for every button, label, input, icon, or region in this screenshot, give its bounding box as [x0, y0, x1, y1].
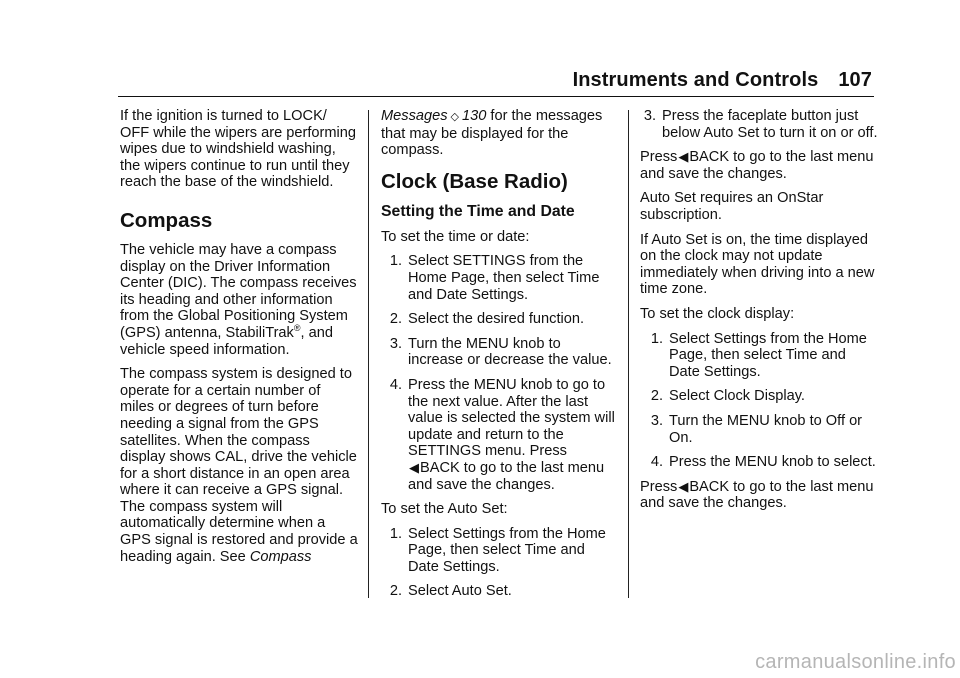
column-3: [640, 108, 878, 520]
time-date-intro: To set the time or date:: [381, 228, 530, 245]
list-item: 2. Select the desired function.: [389, 311, 585, 328]
compass-heading: Compass: [120, 208, 213, 232]
clock-display-steps: [640, 331, 878, 471]
page-number: 107: [838, 69, 872, 91]
list-item: 3. Turn the MENU knob to increase or decrease the value.: [389, 335, 612, 369]
back-instruction-1: Press◀BACK to go to the last menu and save the changes.: [640, 149, 874, 182]
column-2: [381, 108, 619, 608]
registered-mark: ®: [293, 323, 301, 334]
page-header: [573, 69, 872, 92]
clock-display-intro: To set the clock display:: [640, 305, 795, 322]
wipers-paragraph: If the ignition is turned to LOCK/ OFF while the wipers are performing wipes due to windshield washing, the wipers continue to run until they reach the base of the windshield.: [120, 108, 357, 191]
back-instruction-2: Press◀BACK to go to the last menu and save the changes.: [640, 478, 874, 512]
column-divider-2: [628, 110, 629, 598]
list-item: 4. Press the MENU knob to go to the next value. After the last value is selected the system will update and return to the SETTINGS menu. Press ◀BACK to go to the last menu and save the changes.: [389, 376, 615, 493]
autoset-steps: [381, 526, 619, 600]
autoset-intro: To set the Auto Set:: [381, 501, 508, 518]
list-item: 2. Select Clock Display.: [650, 388, 805, 405]
list-item: 2. Select Auto Set.: [389, 583, 512, 600]
section-title: Instruments and Controls: [572, 69, 819, 91]
messages-reference-paragraph: Messages ◇ 130 for the messages that may be displayed for the compass.: [381, 108, 603, 159]
page-reference-icon: ◇: [450, 111, 459, 123]
back-arrow-icon: ◀: [678, 478, 689, 494]
back-arrow-icon: ◀: [409, 459, 419, 475]
list-item: 1. Select Settings from the Home Page, then select Time and Date Settings.: [389, 525, 606, 575]
onstar-paragraph: Auto Set requires an OnStar subscription.: [640, 190, 824, 223]
list-item: 4. Press the MENU knob to select.: [650, 454, 876, 471]
compass-paragraph-2: The compass system is designed to operate for a certain number of miles or degrees of turn before needing a signal from the GPS satellites. When the compass display shows CAL, drive the vehicle for a short distance in an open area where it can receive a GPS signal. The compass system will automatically determine when a GPS signal is restored and provide a heading again. See Compass: [120, 366, 358, 565]
clock-heading: Clock (Base Radio): [381, 169, 568, 193]
list-item: 1. Select SETTINGS from the Home Page, then select Time and Date Settings.: [389, 253, 600, 303]
column-divider-1: [368, 110, 369, 598]
autoset-on-paragraph: If Auto Set is on, the time displayed on the clock may not update immediately when driving into a new time zone.: [640, 231, 875, 298]
list-item: 3. Turn the MENU knob to Off or On.: [650, 412, 863, 446]
autoset-steps-continued: [640, 108, 878, 141]
time-date-subheading: Setting the Time and Date: [381, 202, 575, 220]
list-item: 1. Select Settings from the Home Page, then select Time and Date Settings.: [650, 330, 867, 380]
column-1: [120, 108, 358, 573]
compass-reference-link[interactable]: Compass: [249, 548, 312, 565]
compass-paragraph-1: The vehicle may have a compass display on the Driver Information Center (DIC). The compass receives its heading and other information from the Global Positioning System (GPS) antenna, StabiliTrak®, and vehicle speed information.: [120, 241, 357, 358]
messages-reference-link[interactable]: Messages: [381, 108, 448, 124]
back-arrow-icon: ◀: [678, 149, 689, 165]
messages-page-link[interactable]: 130: [461, 108, 487, 124]
watermark: carmanualsonline.info: [755, 651, 956, 673]
header-rule: [118, 96, 874, 97]
list-item: 3. Press the faceplate button just below Auto Set to turn it on or off.: [643, 108, 878, 141]
time-date-steps: [381, 253, 619, 493]
